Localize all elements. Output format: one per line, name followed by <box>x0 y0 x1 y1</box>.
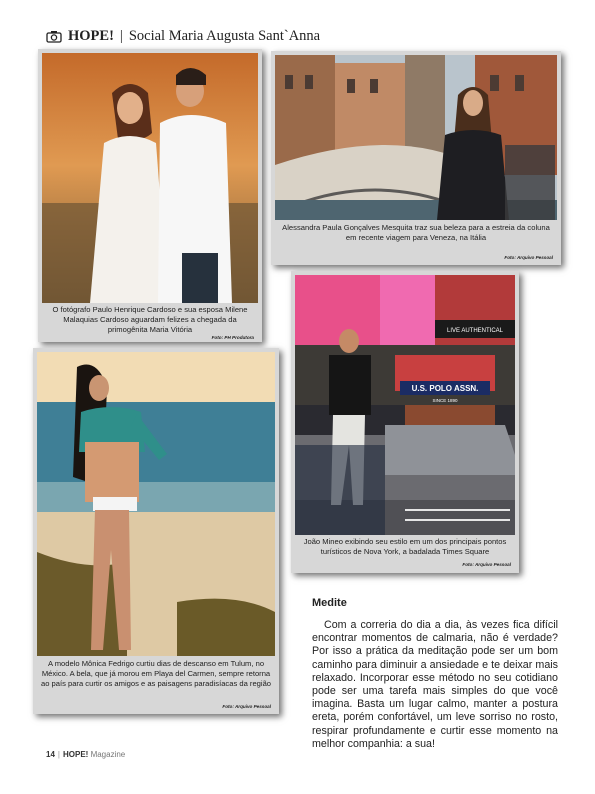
photo-credit-venice: Foto: Arquivo Pessoal <box>504 255 553 260</box>
page-number: 14 <box>46 750 55 759</box>
sign-since: SINCE 1890 <box>432 398 458 403</box>
article-title: Medite <box>312 597 347 609</box>
photo-caption-times-square: João Mineo exibindo seu estilo em um dos principais pontos turísticos de Nova York, a badalada Times Square <box>303 537 507 557</box>
footer-separator: | <box>57 750 60 759</box>
page-header <box>46 26 320 46</box>
header-brand: HOPE! <box>68 27 114 44</box>
photo-times-square <box>295 275 515 535</box>
sign-live-authentical: LIVE AUTHENTICAL <box>446 328 504 334</box>
photo-credit-beach: Foto: Arquivo Pessoal <box>222 704 271 709</box>
article-body <box>312 619 558 751</box>
photo-caption-couple: O fotógrafo Paulo Henrique Cardoso e sua esposa Milene Malaquias Cardoso aguardam felizes a chegada da primogênita Maria Vitória <box>52 305 248 335</box>
footer-brand: HOPE! <box>62 750 89 759</box>
photo-caption-venice: Alessandra Paula Gonçalves Mesquita traz sua beleza para a estreia da coluna em recente viagem para Veneza, na Itália <box>282 223 550 243</box>
article-paragraph: Com a correria do dia a dia, às vezes fica difícil encontrar momentos de calmaria, não é verdade? Por isso a prática da meditação pode ser um bom caminho para diminuir a ansiedade e te deixar mais relaxado. Incorporar esse método no seu cotidiano pode ser uma tarefa mais simples do que você imagina. Basta um lugar calmo, manter a postura ereta, porém confortável, um leve sorriso no rosto, respirar profundamente e curtir esse momento na melhor companhia: a sua! <box>312 619 558 750</box>
photo-card-venice <box>271 51 561 265</box>
page-footer <box>46 750 125 759</box>
photo-caption-beach: A modelo Mônica Fedrigo curtiu dias de descanso em Tulum, no México. A bela, que já morou em Playa del Carmen, sempre retorna ao país para curtir os amigos e as paisagens paradisíacas da região <box>40 659 272 689</box>
camera-icon <box>46 30 62 43</box>
photo-card-beach <box>33 348 279 714</box>
photo-venice <box>275 55 557 220</box>
sign-polo: U.S. POLO ASSN. <box>411 384 479 393</box>
photo-card-times-square <box>291 271 519 573</box>
photo-couple <box>42 53 258 303</box>
header-separator: | <box>119 27 123 44</box>
footer-section: Magazine <box>90 750 126 759</box>
photo-card-couple <box>38 49 262 342</box>
photo-beach <box>37 352 275 656</box>
header-section: Social Maria Augusta Sant`Anna <box>128 27 321 44</box>
photo-credit-times-square: Foto: Arquivo Pessoal <box>462 562 511 567</box>
photo-credit-couple: Foto: PH Produtora <box>211 335 254 340</box>
